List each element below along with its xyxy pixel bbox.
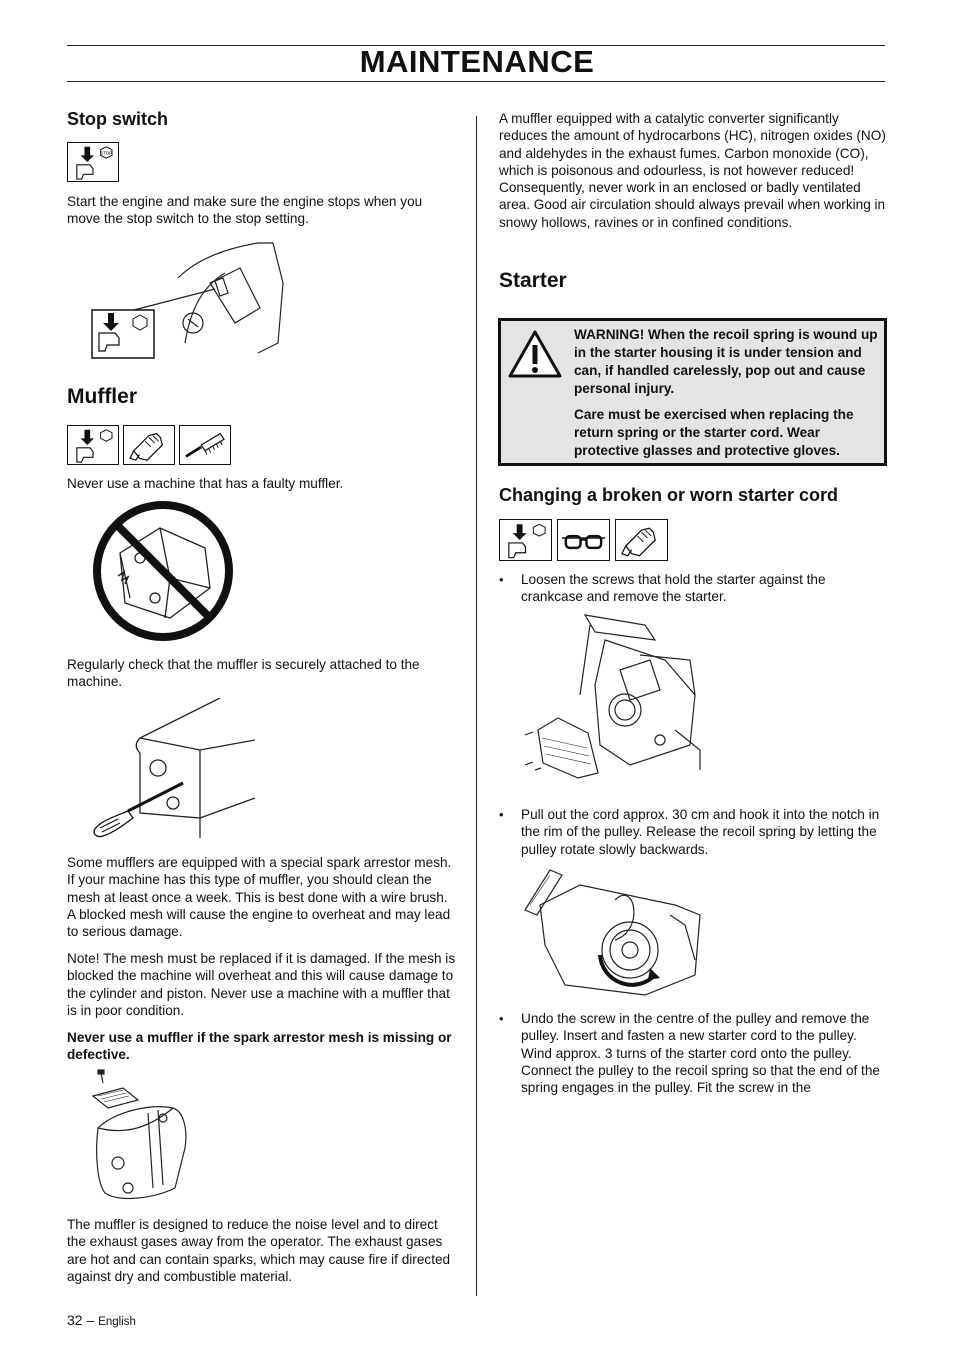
muffler-heading: Muffler: [67, 385, 137, 408]
step-1-bullet: •: [499, 572, 504, 587]
prohibited-muffler-illustration: [90, 498, 236, 644]
warning-text: [574, 326, 879, 460]
warning-text-2: Care must be exercised when replacing the return spring or the starter cord. Wear protective glasses and protective gloves.: [574, 407, 854, 458]
muffler-text-3: Some mufflers are equipped with a special spark arrestor mesh. If your machine has this type of muffler, you should clean the mesh at least once a week. This is best done with a wire brush. A blocked mesh will cause the engine to overheat and may lead to serious damage.: [67, 855, 452, 940]
muffler-text-2: Regularly check that the muffler is securely attached to the machine.: [67, 657, 420, 690]
column-separator: [476, 116, 477, 1296]
stop-switch-icons: [67, 142, 119, 182]
protective-glasses-icon: [557, 519, 610, 561]
warning-triangle-icon: [507, 329, 563, 379]
muffler-text-1: Never use a machine that has a faulty muffler.: [67, 476, 344, 491]
pulley-release-illustration: [520, 860, 705, 1000]
svg-text:STOP: STOP: [100, 150, 113, 156]
muffler-text-4: Note! The mesh must be replaced if it is damaged. If the mesh is blocked the machine will overheat and this will cause damage to the cylinder and piston. Never use a machine with a muffler that is in poor condition.: [67, 951, 456, 1018]
step-3-text: Undo the screw in the centre of the pulley and remove the pulley. Insert and fasten a new starter cord to the pulley. Wind approx. 3 turns of the starter cord onto the pulley. Connect the pulley to the recoil spring so that the end of the spring engages in the pulley. Fit the screw in the: [521, 1011, 880, 1096]
starter-heading: Starter: [499, 269, 567, 292]
starter-removal-illustration: [520, 610, 705, 780]
stop-engine-icon: [67, 425, 119, 465]
page-number: 32: [67, 1312, 83, 1328]
page-footer: [67, 1312, 136, 1328]
starter-cord-subheading: Changing a broken or worn starter cord: [499, 485, 839, 505]
muffler-text-5: The muffler is designed to reduce the noise level and to direct the exhaust gases away from the operator. The exhaust gases are hot and can contain sparks, which may cause fire if directed against dry and combustible material.: [67, 1217, 451, 1284]
muffler-icons: [67, 425, 231, 465]
header-rule-bottom: [67, 81, 885, 82]
wire-brush-icon: [179, 425, 231, 465]
protective-glove-icon: [615, 519, 668, 561]
step-1-text: Loosen the screws that hold the starter against the crankcase and remove the starter.: [521, 572, 826, 605]
muffler-warning-bold: Never use a muffler if the spark arrestor mesh is missing or defective.: [67, 1030, 452, 1063]
spark-arrestor-illustration: [88, 1068, 193, 1208]
step-3-bullet: •: [499, 1011, 504, 1026]
protective-glove-icon: [123, 425, 175, 465]
stop-engine-icon: [499, 519, 552, 561]
stop-switch-heading: Stop switch: [67, 109, 169, 129]
muffler-screwdriver-illustration: [88, 698, 258, 843]
step-2-bullet: •: [499, 807, 504, 822]
footer-separator: –: [86, 1312, 95, 1328]
step-2-text: Pull out the cord approx. 30 cm and hook it into the notch in the rim of the pulley. Release the recoil spring by letting the pulley rotate slowly backwards.: [521, 807, 880, 857]
stop-engine-icon: [67, 142, 119, 182]
stop-switch-text: Start the engine and make sure the engine stops when you move the stop switch to the stop setting.: [67, 194, 423, 227]
page-title: MAINTENANCE: [359, 44, 595, 79]
warning-text-1: WARNING! When the recoil spring is wound up in the starter housing it is under tension and can, if handled carelessly, pop out and cause personal injury.: [574, 327, 878, 396]
stop-switch-illustration: [90, 233, 285, 361]
starter-icons: [499, 519, 668, 561]
catalytic-converter-text: A muffler equipped with a catalytic converter significantly reduces the amount of hydrocarbons (HC), nitrogen oxides (NO) and aldehydes in the exhaust fumes. Carbon monoxide (CO), which is poisonous and odourless, is not however reduced! Consequently, never work in an enclosed or badly ventilated area. Good air circulation should always prevail when working in snowy hollows, ravines or in confined conditions.: [499, 111, 886, 230]
footer-language: English: [98, 1316, 136, 1328]
starter-warning-box: [498, 318, 887, 466]
